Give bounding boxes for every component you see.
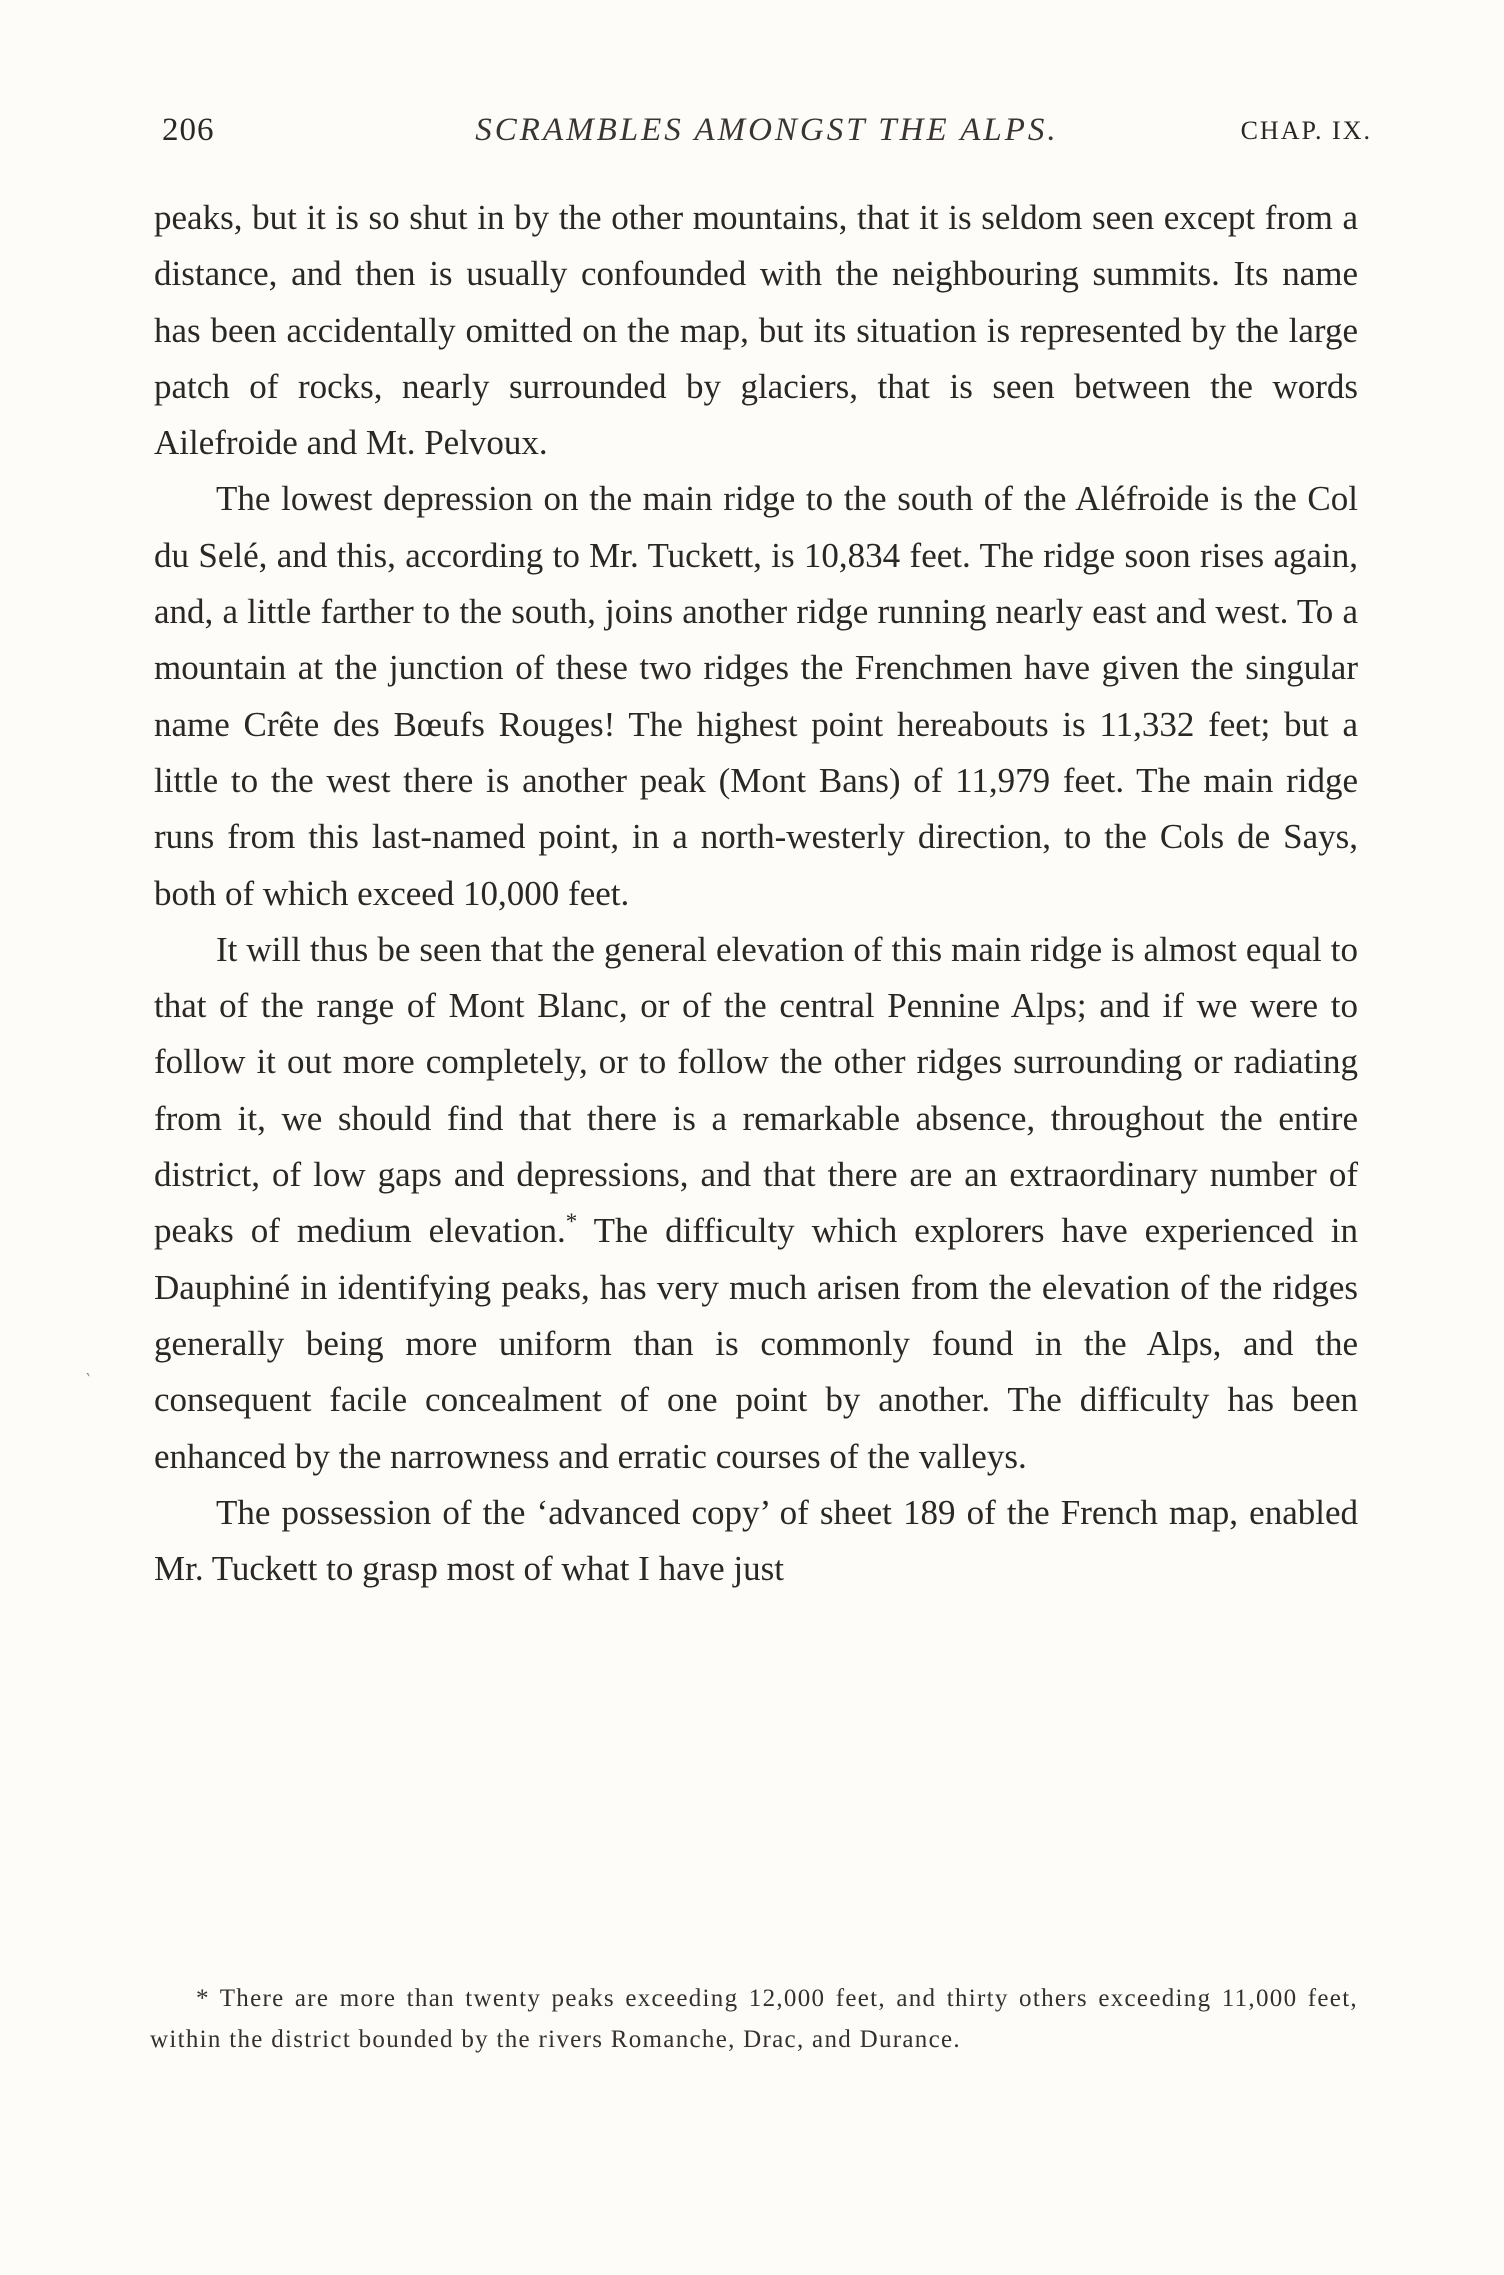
paragraph-3 [154, 922, 1358, 1485]
paragraph-1: peaks, but it is so shut in by the other mountains, that it is seldom seen except from a distance, and then is usually confounded with the neighbouring summits. Its name has been accidentally omitted on the map, but its situation is represented by the large patch of rocks, nearly surrounded by glaciers, that is seen between the words Ailefroide and Mt. Pelvoux. [154, 198, 1358, 463]
paragraph-4: The possession of the ‘advanced copy’ of sheet 189 of the French map, enabled Mr. Tuckett to grasp most of what I have just [154, 1492, 1358, 1589]
body-text [154, 190, 1358, 1597]
paragraph-3-continuation: The difficulty which explorers have experienced in Dauphiné in identifying peaks, has very much arisen from the elevation of the ridges generally being more uniform than is commonly found in the Alps, and the consequent facile concealment of one point by another. The difficulty has been enhanced by the narrowness and erratic courses of the valleys. [154, 1211, 1358, 1476]
chapter-label: CHAP. IX. [1240, 116, 1372, 145]
footnote [150, 1978, 1358, 2060]
paragraph-2: The lowest depression on the main ridge to the south of the Aléfroide is the Col du Selé, and this, according to Mr. Tuckett, is 10,834 feet. The ridge soon rises again, and, a little farther to the south, joins another ridge running nearly east and west. To a mountain at the junction of these two ridges the Frenchmen have given the singular name Crête des Bœufs Rouges! The highest point hereabouts is 11,332 feet; but a little to the west there is another peak (Mont Bans) of 11,979 feet. The main ridge runs from this last-named point, in a north-westerly direction, to the Cols de Says, both of which exceed 10,000 feet. [154, 479, 1358, 913]
book-title: SCRAMBLES AMONGST THE ALPS. [475, 112, 1059, 148]
footnote-text: * There are more than twenty peaks exceeding 12,000 feet, and thirty others exceeding 11,000 feet, within the district bounded by the rivers Romanche, Drac, and Durance. [150, 1985, 1358, 2053]
paragraph-3-text: It will thus be seen that the general elevation of this main ridge is almost equal to that of the range of Mont Blanc, or of the central Pennine Alps; and if we were to follow it out more completely, or to follow the other ridges surrounding or radiating from it, we should find that there is a remarkable absence, throughout the entire district, of low gaps and depressions, and that there are an extraordinary number of peaks of medium elevation. [154, 929, 1358, 1251]
running-header [162, 112, 1372, 156]
footnote-reference-marker: * [565, 1209, 578, 1235]
page-number: 206 [162, 112, 215, 148]
margin-pencil-mark: ‵ [86, 1370, 91, 1390]
